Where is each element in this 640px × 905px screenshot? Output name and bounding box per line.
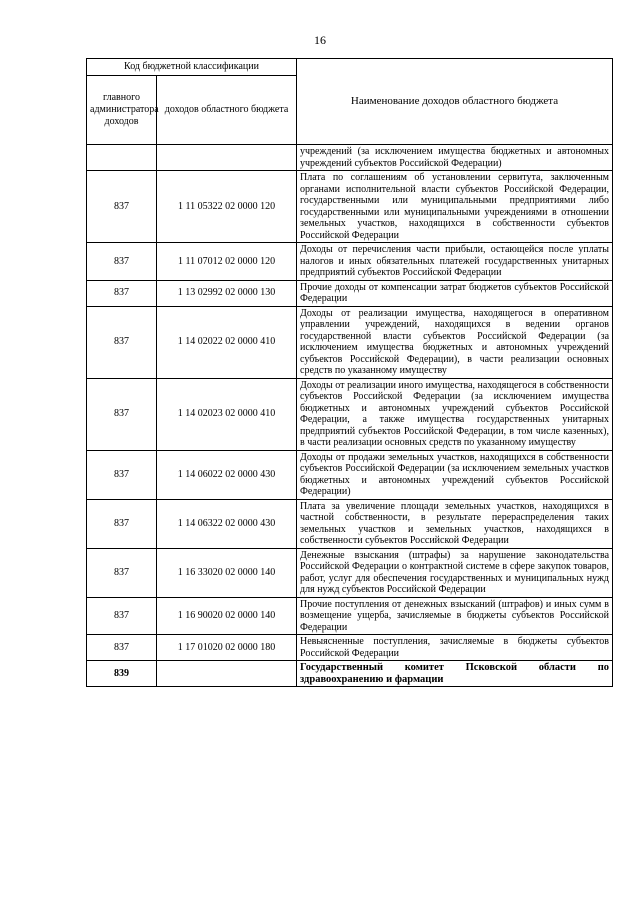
header-regional-income: доходов областного бюджета <box>157 76 297 145</box>
income-name-cell: Доходы от реализации имущества, находящегося в оперативном управлении учреждений, находящихся в ведении органов государственной власти субъектов Российской Федерации (за исключением имущества бюджетных и автономных учреждений субъектов Российской Федерации), в части реализации основных средств по указанному имуществу <box>297 306 613 378</box>
income-name-cell: Доходы от продажи земельных участков, находящихся в собственности субъектов Российской Федерации (за исключением земельных участков бюджетных и автономных учреждений субъектов Российской Федерации) <box>297 450 613 499</box>
income-code-cell <box>157 661 297 687</box>
income-name-cell: Невыясненные поступления, зачисляемые в бюджеты субъектов Российской Федерации <box>297 635 613 661</box>
income-code-cell: 1 13 02992 02 0000 130 <box>157 280 297 306</box>
admin-code-cell: 837 <box>87 597 157 635</box>
table-row <box>87 635 613 661</box>
income-code-cell: 1 11 07012 02 0000 120 <box>157 243 297 281</box>
income-code-cell: 1 14 02023 02 0000 410 <box>157 378 297 450</box>
table-row <box>87 171 613 243</box>
income-name-cell: Плата по соглашениям об установлении сервитута, заключенным органами исполнительной власти субъектов Российской Федерации, государственными или муниципальными предприятиями либо государственными или муниципальными учреждениями в отношении земельных участков, находящихся в собственности субъектов Российской Федерации <box>297 171 613 243</box>
admin-code-cell: 837 <box>87 378 157 450</box>
income-code-cell: 1 16 90020 02 0000 140 <box>157 597 297 635</box>
income-name-cell: Государственный комитет Псковской области по здравоохранению и фармации <box>297 661 613 687</box>
table-row <box>87 597 613 635</box>
table-row <box>87 243 613 281</box>
admin-code-cell: 837 <box>87 171 157 243</box>
income-code-cell: 1 17 01020 02 0000 180 <box>157 635 297 661</box>
admin-code-cell: 837 <box>87 306 157 378</box>
income-name-cell: Прочие поступления от денежных взысканий (штрафов) и иных сумм в возмещение ущерба, зачисляемые в бюджеты субъектов Российской Федерации <box>297 597 613 635</box>
header-classification-code: Код бюджетной классификации <box>87 59 297 76</box>
admin-code-cell: 837 <box>87 243 157 281</box>
table-row <box>87 280 613 306</box>
income-code-cell <box>157 145 297 171</box>
income-code-cell: 1 14 06022 02 0000 430 <box>157 450 297 499</box>
page-number: 16 <box>314 33 326 47</box>
table-row <box>87 145 613 171</box>
table-row <box>87 378 613 450</box>
budget-classification-table <box>86 58 613 687</box>
admin-code-cell: 839 <box>87 661 157 687</box>
admin-code-cell: 837 <box>87 499 157 548</box>
admin-code-cell <box>87 145 157 171</box>
admin-code-cell: 837 <box>87 548 157 597</box>
income-code-cell: 1 16 33020 02 0000 140 <box>157 548 297 597</box>
income-code-cell: 1 14 02022 02 0000 410 <box>157 306 297 378</box>
table-row <box>87 450 613 499</box>
admin-code-cell: 837 <box>87 450 157 499</box>
admin-code-cell: 837 <box>87 635 157 661</box>
income-name-cell: Прочие доходы от компенсации затрат бюджетов субъектов Российской Федерации <box>297 280 613 306</box>
table-row <box>87 661 613 687</box>
income-name-cell: Денежные взыскания (штрафы) за нарушение законодательства Российской Федерации о контрактной системе в сфере закупок товаров, работ, услуг для обеспечения государственных и муниципальных нужд для нужд субъектов Российской Федерации <box>297 548 613 597</box>
income-name-cell: учреждений (за исключением имущества бюджетных и автономных учреждений субъектов Российской Федерации) <box>297 145 613 171</box>
income-name-cell: Плата за увеличение площади земельных участков, находящихся в частной собственности, в результате перераспределения таких земельных участков и земельных участков, находящихся в собственности субъектов Российской Федерации <box>297 499 613 548</box>
income-name-cell: Доходы от реализации иного имущества, находящегося в собственности субъектов Российской Федерации (за исключением имущества бюджетных и автономных учреждений субъектов Российской Федерации, а также имущества государственных унитарных предприятий субъектов Российской Федерации, в том числе казенных), в части реализации основных средств по указанному имуществу <box>297 378 613 450</box>
income-name-cell: Доходы от перечисления части прибыли, остающейся после уплаты налогов и иных обязательных платежей государственных унитарных предприятий субъектов Российской Федерации <box>297 243 613 281</box>
table-row <box>87 548 613 597</box>
table-row <box>87 499 613 548</box>
header-income-name: Наименование доходов областного бюджета <box>297 59 613 145</box>
admin-code-cell: 837 <box>87 280 157 306</box>
header-main-administrator: главного администратора доходов <box>87 76 157 145</box>
income-code-cell: 1 14 06322 02 0000 430 <box>157 499 297 548</box>
income-code-cell: 1 11 05322 02 0000 120 <box>157 171 297 243</box>
table-row <box>87 306 613 378</box>
